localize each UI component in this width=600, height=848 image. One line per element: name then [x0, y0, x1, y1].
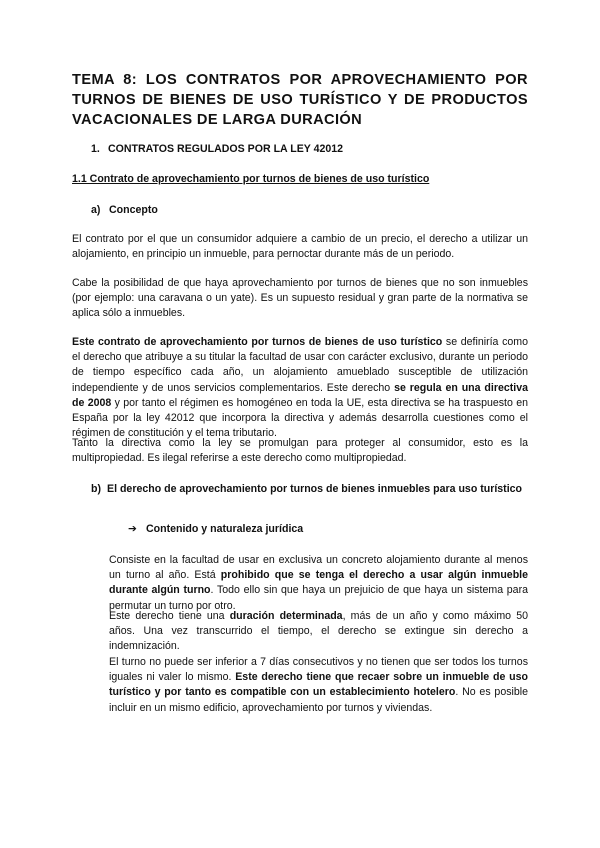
text-run: Consiste en la facultad de usar en exclusiva un concreto alojamiento durante al menos un turno al año. Está [109, 554, 528, 582]
heading-label: El derecho de aprovechamiento por turnos de bienes inmuebles para uso turístico [107, 483, 523, 495]
heading-letter: a) [91, 204, 101, 216]
section-heading [91, 143, 343, 155]
bold-text: Este derecho tiene que recaer sobre un inmueble de uso turístico y por tanto es compatible con un establecimiento hotelero [109, 671, 528, 699]
document-title: TEMA 8: LOS CONTRATOS POR APROVECHAMIENTO POR TURNOS DE BIENES DE USO TURÍSTICO Y DE PRODUCTOS VACACIONALES DE LARGA DURACIÓN [72, 72, 528, 128]
heading-label: Concepto [109, 204, 158, 216]
paragraph [109, 655, 528, 716]
text-run: Este derecho tiene una [109, 610, 230, 622]
section-label: CONTRATOS REGULADOS POR LA LEY 42012 [108, 143, 344, 155]
bold-text: Este contrato de aprovechamiento por turnos de bienes de uso turístico [72, 336, 443, 348]
paragraph: El contrato por el que un consumidor adquiere a cambio de un precio, el derecho a utilizar un alojamiento, en principio un inmueble, para pernoctar durante más de un periodo. [72, 233, 528, 261]
text-run: , más de un año y como máximo 50 años. Una vez transcurrido el tiempo, el derecho se extingue sin derecho a indemnización. [109, 610, 528, 653]
arrow-icon: ➔ [128, 523, 137, 535]
paragraph [109, 609, 528, 655]
heading-letter: b) [91, 483, 101, 495]
paragraph: Tanto la directiva como la ley se promulgan para proteger al consumidor, esto es la multipropiedad. Es ilegal referirse a este derecho como multipropiedad. [72, 437, 528, 465]
bold-text: se regula en una directiva de 2008 [72, 381, 529, 409]
heading-contenido [128, 523, 303, 535]
heading-concepto [91, 204, 158, 216]
text-run: y por tanto el régimen es homogéneo en toda la UE, esta directiva se ha traspuesto en España por la ley 42012 que incorpora la directiva y además desarrolla cuestiones como el régimen de constitución y el tema tributario. [72, 396, 529, 440]
text-run: El turno no puede ser inferior a 7 días consecutivos y no tienen que ser todos los turnos iguales ni valer lo mismo. [109, 656, 528, 684]
text-run: . Todo ello sin que haya un prejuicio de que haya un sistema para permutar un turno por otro. [109, 584, 528, 612]
section-number: 1. [91, 143, 100, 155]
text-run: . No es posible incluir en un mismo edificio, aprovechamiento por turnos y viviendas. [109, 686, 529, 714]
bold-text: prohibido que se tenga el derecho a usar algún inmueble durante algún turno [109, 569, 528, 597]
paragraph [72, 335, 528, 441]
paragraph [109, 553, 528, 614]
paragraph: Cabe la posibilidad de que haya aprovechamiento por turnos de bienes que no son inmuebles (por ejemplo: una caravana o un yate). Es un supuesto residual y gran parte de la normativa se aplica sólo a inmuebles. [72, 277, 528, 320]
heading-derecho [91, 481, 527, 497]
heading-label: Contenido y naturaleza jurídica [146, 523, 304, 535]
bold-text: duración determinada [229, 610, 343, 622]
text-run: se definiría como el derecho que atribuye a su titular la facultad de usar con carácter exclusivo, durante un periodo de tiempo específico cada año, un alojamiento amueblado susceptible de utilización independiente y de unos servicios complementarios. Este derecho [72, 336, 528, 394]
subsection-heading: 1.1 Contrato de aprovechamiento por turnos de bienes de uso turístico [72, 173, 430, 185]
